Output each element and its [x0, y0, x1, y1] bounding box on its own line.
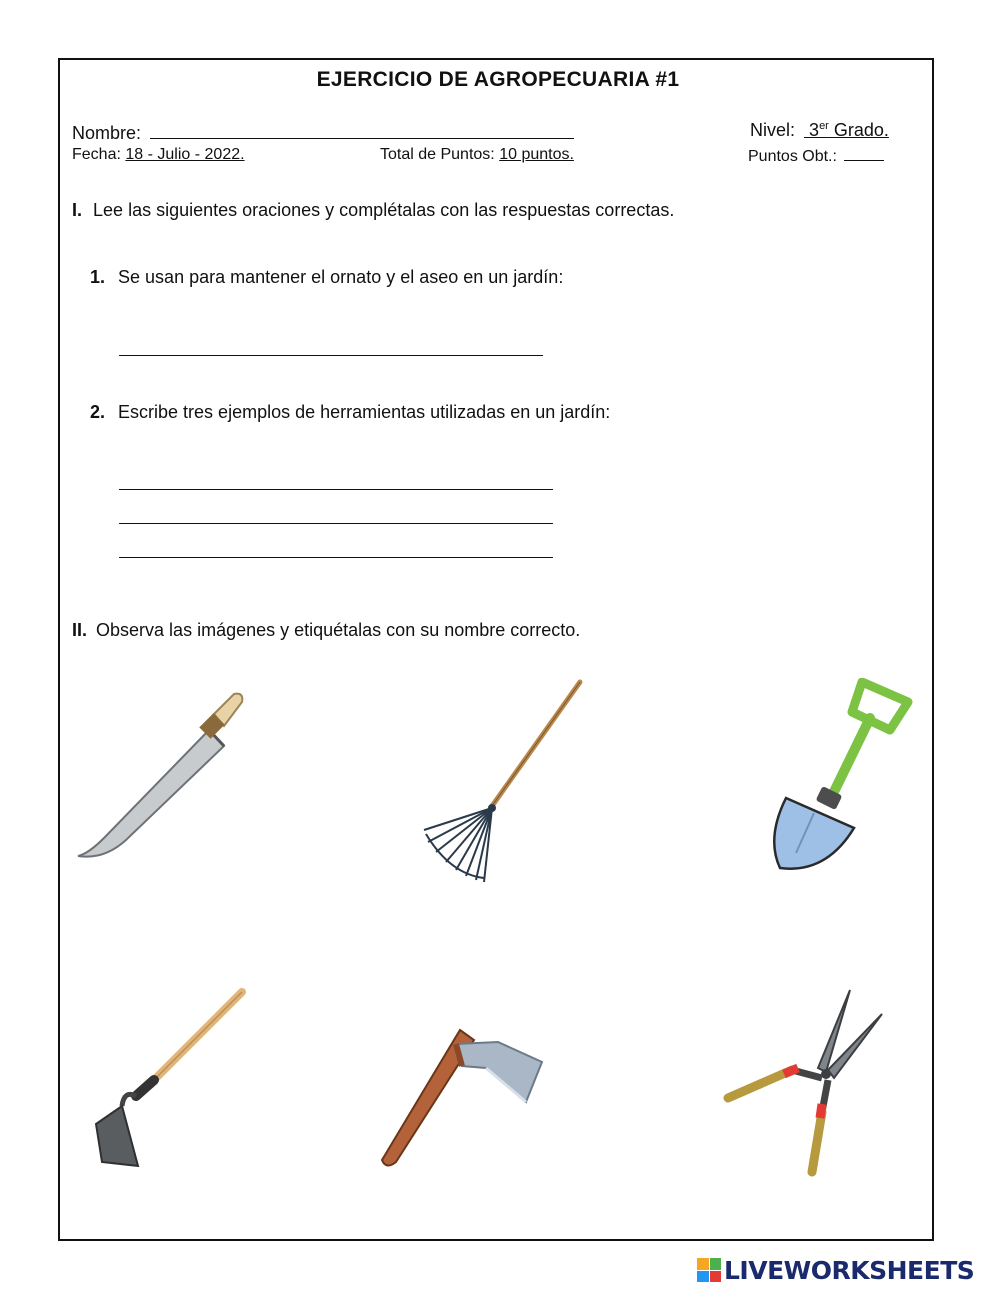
points-obtained-blank[interactable]	[844, 146, 884, 161]
answer-line-2a[interactable]	[119, 489, 553, 490]
level-value: 3er Grado.	[809, 120, 889, 140]
machete-icon	[74, 688, 246, 863]
shovel-icon	[766, 678, 916, 873]
question-1-number: 1.	[90, 267, 106, 287]
points-obtained-field	[748, 146, 884, 166]
level-label: Nivel:	[750, 120, 796, 140]
answer-line-2c[interactable]	[119, 557, 553, 558]
rake-icon	[420, 678, 590, 888]
name-blank[interactable]	[150, 120, 574, 139]
date-value: 18 - Julio - 2022.	[125, 146, 245, 163]
worksheet-title: EJERCICIO DE AGROPECUARIA #1	[316, 68, 680, 91]
worksheet-frame	[58, 58, 934, 1241]
question-1-text: Se usan para mantener el ornato y el aseo en un jardín:	[118, 267, 564, 287]
section-1-instruction	[72, 200, 674, 221]
total-points-field	[380, 146, 574, 164]
answer-line-1[interactable]	[119, 355, 543, 356]
answer-line-2b[interactable]	[119, 523, 553, 524]
pruning-shears-icon	[722, 986, 892, 1181]
points-obtained-label: Puntos Obt.:	[748, 148, 837, 165]
section-2-text: Observa las imágenes y etiquétalas con su nombre correcto.	[96, 620, 581, 640]
question-2-text: Escribe tres ejemplos de herramientas utilizadas en un jardín:	[118, 402, 611, 422]
question-1	[90, 267, 563, 288]
name-label: Nombre:	[72, 123, 142, 143]
question-2	[90, 402, 610, 423]
hoe-icon	[86, 986, 256, 1176]
total-points-value: 10 puntos.	[499, 146, 574, 163]
liveworksheets-brand: LIVEWORKSHEETS	[724, 1255, 975, 1285]
section-2-instruction	[72, 620, 580, 641]
level-field	[750, 120, 889, 141]
section-1-numeral: I.	[72, 200, 83, 220]
liveworksheets-logo	[697, 1255, 974, 1285]
axe-icon	[376, 1022, 546, 1172]
name-field	[72, 120, 574, 144]
date-field	[72, 146, 245, 164]
liveworksheets-logo-icon	[697, 1258, 721, 1282]
section-2-numeral: II.	[72, 620, 88, 640]
total-points-label: Total de Puntos:	[380, 146, 495, 163]
date-label: Fecha:	[72, 146, 121, 163]
question-2-number: 2.	[90, 402, 106, 422]
section-1-text: Lee las siguientes oraciones y complétalas con las respuestas correctas.	[93, 200, 675, 220]
